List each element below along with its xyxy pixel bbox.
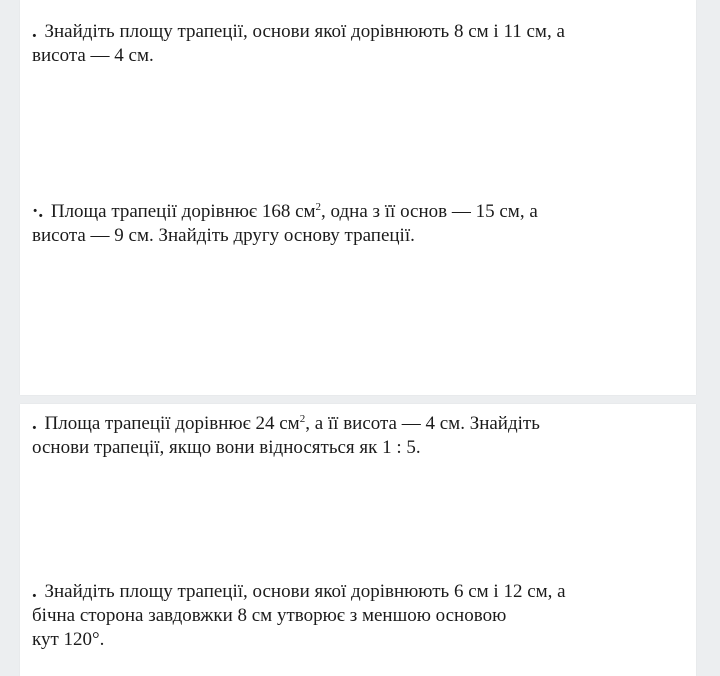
- problem-1-line-2: висота — 4 см.: [32, 45, 154, 66]
- problem-3-text-pre: Площа трапеції дорівнює 24 см: [44, 413, 300, 434]
- problem-3-superscript: 2: [299, 413, 306, 425]
- problem-1-marker: .: [32, 21, 37, 42]
- problem-3-text-post: , а її висота — 4 см. Знайдіть: [305, 413, 540, 434]
- problem-3-line-1: [32, 412, 688, 436]
- problem-1-text: Знайдіть площу трапеції, основи якої дорівнюють 8 см і 11 см, а: [44, 21, 565, 42]
- problem-1-line-1: [32, 20, 688, 44]
- problem-2-text-pre: Площа трапеції дорівнює 168 см: [50, 201, 316, 222]
- problem-2-line-1: [32, 200, 688, 224]
- problem-2-superscript: 2: [315, 201, 322, 213]
- problem-2: [32, 200, 688, 248]
- worksheet-card-top: [20, 0, 696, 395]
- worksheet-card-bottom: [20, 404, 696, 676]
- problem-3: [32, 412, 688, 460]
- problem-2-marker: ·.: [32, 201, 44, 222]
- problem-2-line-2: висота — 9 см. Знайдіть другу основу трапеції.: [32, 225, 415, 246]
- problem-4-line-2: бічна сторона завдовжки 8 см утворює з меншою основою: [32, 605, 507, 626]
- problem-3-marker: .: [32, 413, 37, 434]
- problem-1: [32, 20, 688, 68]
- problem-4-text: Знайдіть площу трапеції, основи якої дорівнюють 6 см і 12 см, а: [44, 581, 566, 602]
- problem-4-line-1: [32, 580, 688, 604]
- problem-4: [32, 580, 688, 652]
- problem-4-line-3: кут 120°.: [32, 629, 105, 650]
- problem-2-text-post: , одна з її основ — 15 см, а: [321, 201, 538, 222]
- problem-3-line-2: основи трапеції, якщо вони відносяться як 1 : 5.: [32, 437, 421, 458]
- problem-4-marker: .: [32, 581, 37, 602]
